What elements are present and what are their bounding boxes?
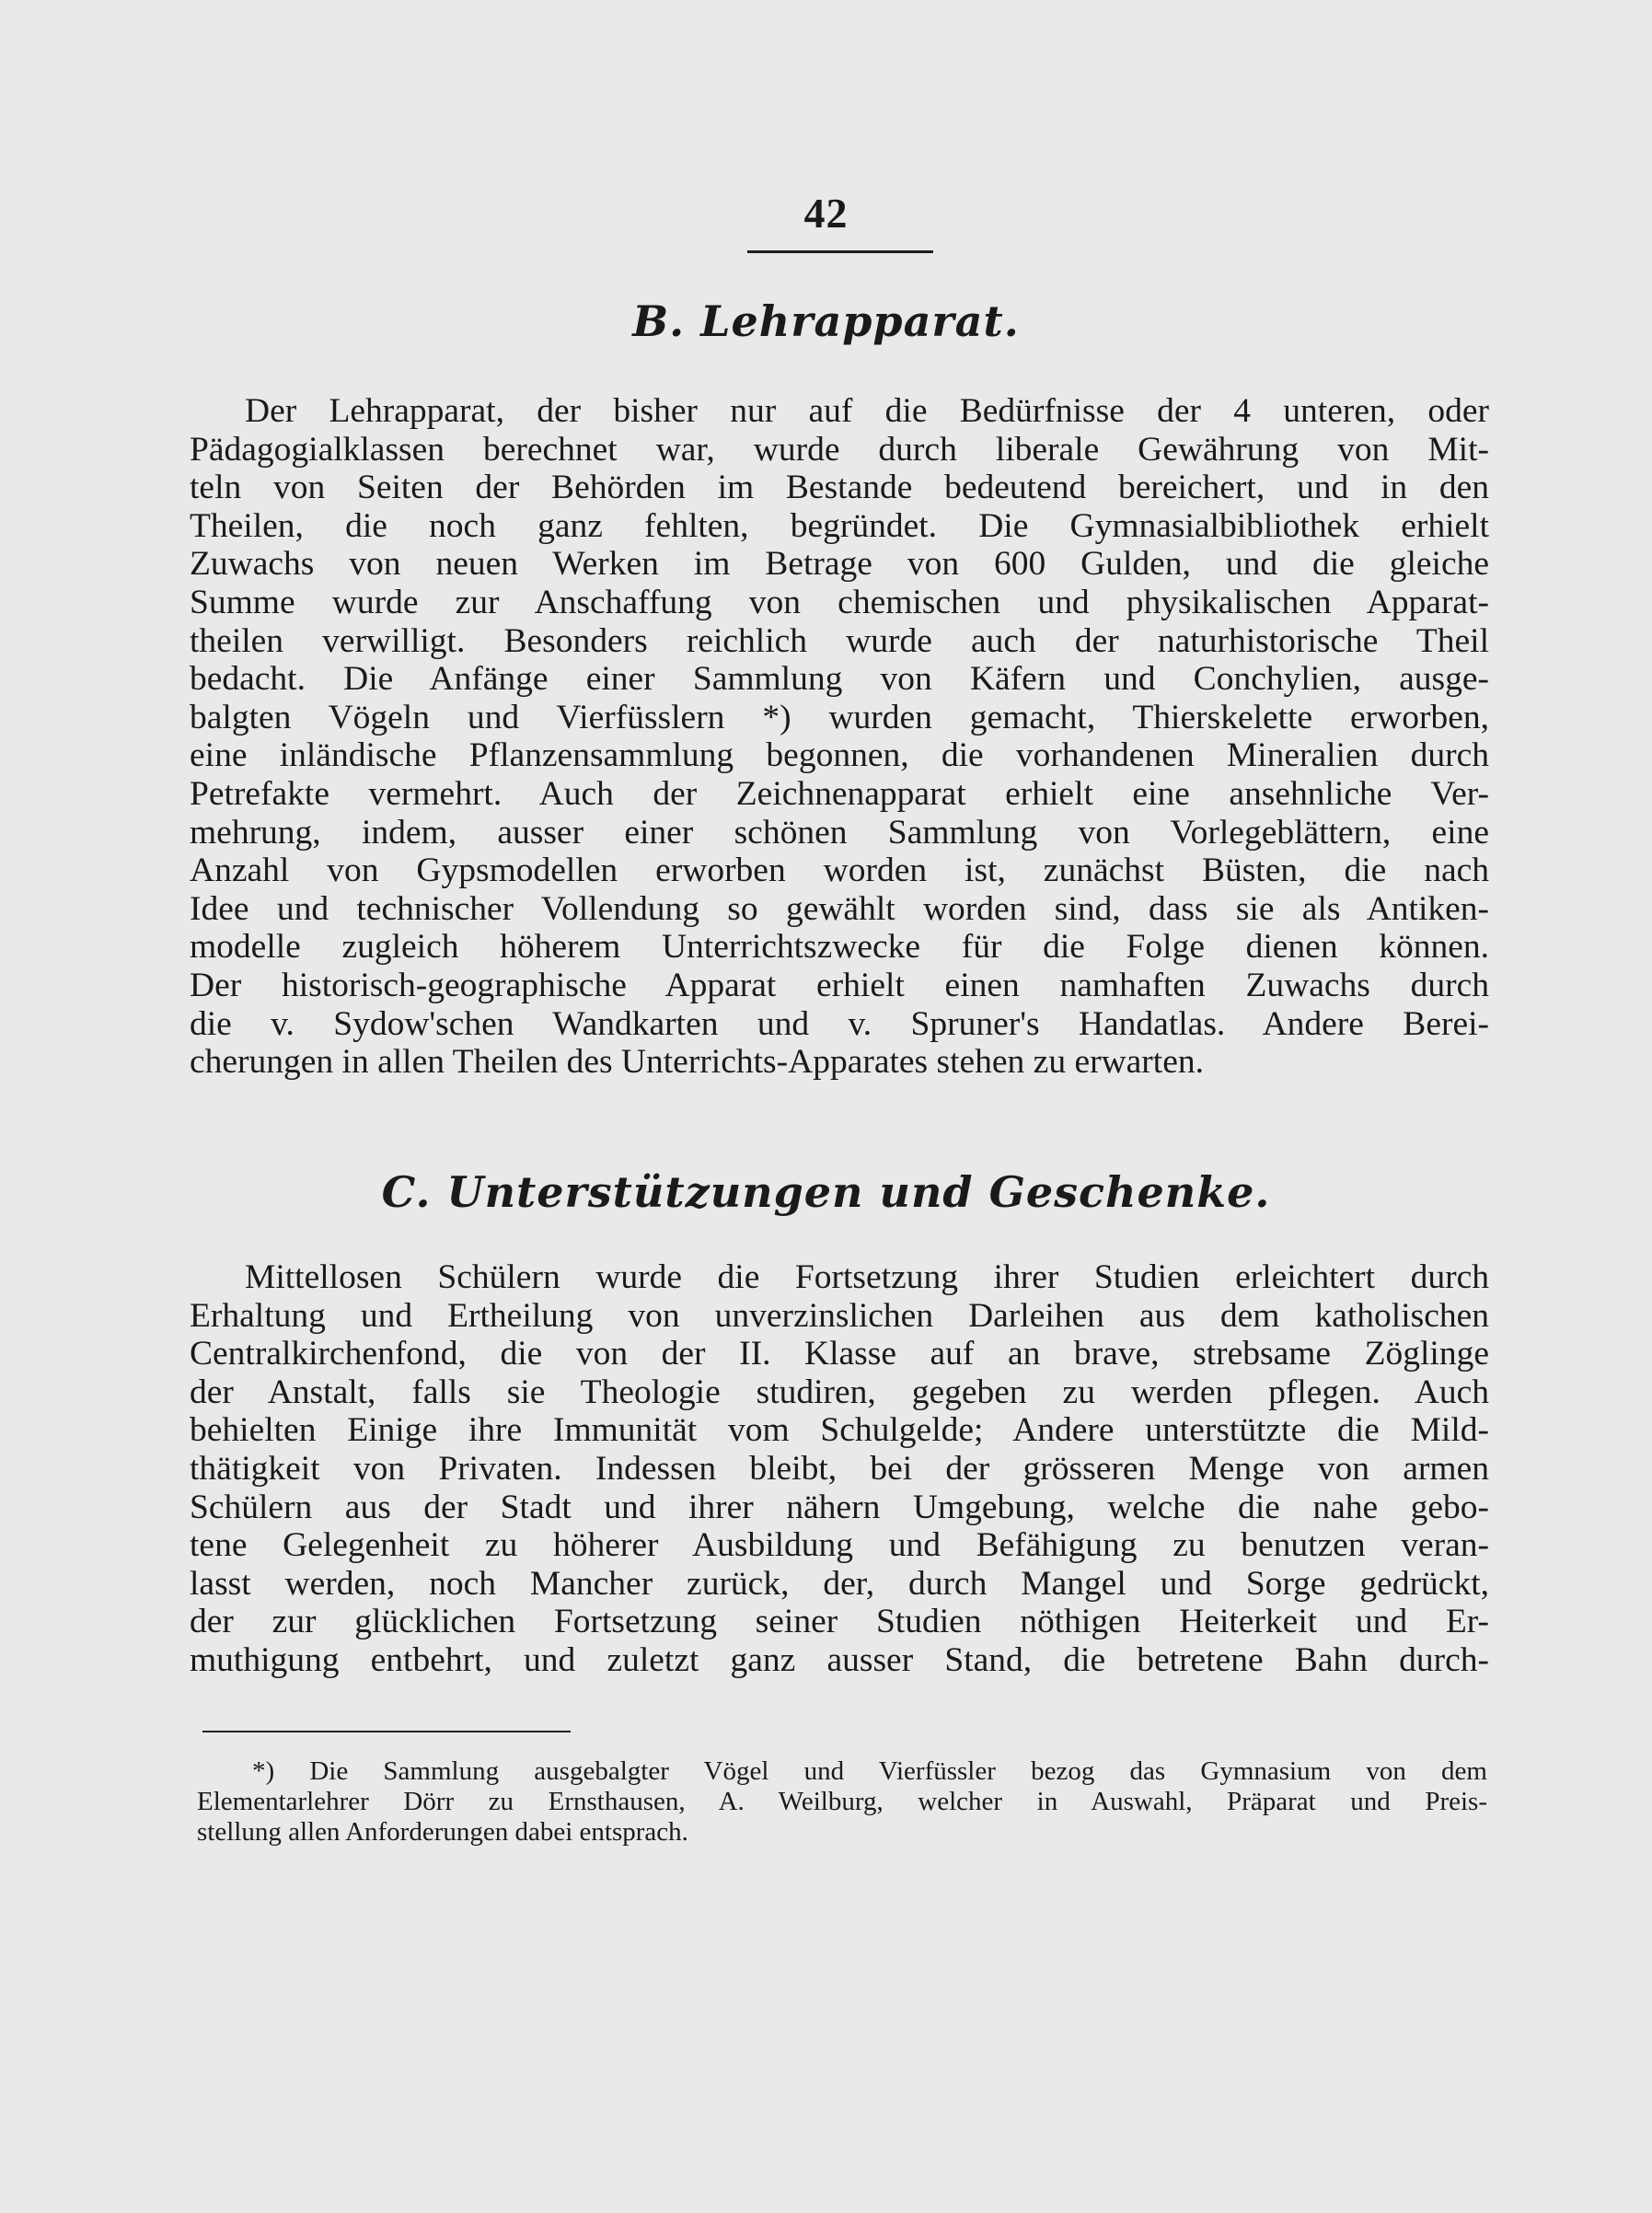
section-b-paragraph (190, 392, 1489, 1082)
paragraph-line: der zur glücklichen Fortsetzung seiner Studien nöthigen Heiterkeit und Er- (190, 1603, 1489, 1641)
paragraph-line: teln von Seiten der Behörden im Bestande bedeutend bereichert, und in den (190, 469, 1489, 507)
paragraph-line: Idee und technischer Vollendung so gewählt worden sind, dass sie als Antiken- (190, 889, 1489, 928)
paragraph-line: Anzahl von Gypsmodellen erworben worden ist, zunächst Büsten, die nach (190, 852, 1489, 890)
paragraph-line: thätigkeit von Privaten. Indessen bleibt, bei der grösseren Menge von armen (190, 1449, 1489, 1488)
paragraph-line: behielten Einige ihre Immunität vom Schulgelde; Andere unterstützte die Mild- (190, 1411, 1489, 1450)
section-c-heading: C. Unterstützungen und Geschenke. (381, 1167, 1271, 1217)
paragraph-line: Mittellosen Schülern wurde die Fortsetzung ihrer Studien erleichtert durch (245, 1258, 1489, 1296)
paragraph-line: bedacht. Die Anfänge einer Sammlung von Käfern und Conchylien, ausge- (190, 660, 1489, 699)
footnote-line: *) Die Sammlung ausgebalgter Vögel und Vierfüssler bezog das Gymnasium von dem (252, 1756, 1487, 1786)
paragraph-line: die v. Sydow'schen Wandkarten und v. Spruner's Handatlas. Andere Berei- (190, 1004, 1489, 1043)
paragraph-line: modelle zugleich höherem Unterrichtszwecke für die Folge dienen können. (190, 928, 1489, 967)
section-c-paragraph (190, 1258, 1489, 1680)
paragraph-line: Summe wurde zur Anschaffung von chemischen und physikalischen Apparat- (190, 583, 1489, 621)
paragraph-line: tene Gelegenheit zu höherer Ausbildung und Befähigung zu benutzen veran- (190, 1526, 1489, 1565)
paragraph-line: balgten Vögeln und Vierfüsslern *) wurden gemacht, Thierskelette erworben, (190, 698, 1489, 736)
paragraph-line: Der Lehrapparat, der bisher nur auf die Bedürfnisse der 4 unteren, oder (245, 392, 1489, 430)
page-number-rule (747, 250, 933, 253)
paragraph-line: lasst werden, noch Mancher zurück, der, durch Mangel und Sorge gedrückt, (190, 1564, 1489, 1603)
footnote-line: stellung allen Anforderungen dabei entsprach. (197, 1817, 688, 1847)
paragraph-line: Petrefakte vermehrt. Auch der Zeichnenapparat erhielt eine ansehnliche Ver- (190, 774, 1489, 813)
paragraph-line: mehrung, indem, ausser einer schönen Sammlung von Vorlegeblättern, eine (190, 813, 1489, 852)
footnote (197, 1756, 1487, 1848)
paragraph-line: Zuwachs von neuen Werken im Betrage von 600 Gulden, und die gleiche (190, 545, 1489, 584)
paragraph-line: Schülern aus der Stadt und ihrer nähern Umgebung, welche die nahe gebo- (190, 1488, 1489, 1526)
paragraph-line: eine inländische Pflanzensammlung begonnen, die vorhandenen Mineralien durch (190, 736, 1489, 775)
paragraph-line: der Anstalt, falls sie Theologie studiren, gegeben zu werden pflegen. Auch (190, 1373, 1489, 1411)
paragraph-line: Der historisch-geographische Apparat erhielt einen namhaften Zuwachs durch (190, 966, 1489, 1004)
paragraph-line: Erhaltung und Ertheilung von unverzinslichen Darleihen aus dem katholischen (190, 1296, 1489, 1335)
paragraph-line: muthigung entbehrt, und zuletzt ganz ausser Stand, die betretene Bahn durch- (190, 1640, 1489, 1679)
paragraph-line: Pädagogialklassen berechnet war, wurde durch liberale Gewährung von Mit- (190, 430, 1489, 469)
page-number: 42 (803, 190, 849, 237)
paragraph-line: Centralkirchenfond, die von der II. Klasse auf an brave, strebsame Zöglinge (190, 1335, 1489, 1373)
paragraph-line: Theilen, die noch ganz fehlten, begründet. Die Gymnasialbibliothek erhielt (190, 506, 1489, 545)
paragraph-line: cherungen in allen Theilen des Unterrichts-Apparates stehen zu erwarten. (190, 1043, 1204, 1082)
footnote-rule (202, 1731, 571, 1732)
footnote-line: Elementarlehrer Dörr zu Ernsthausen, A. Weilburg, welcher in Auswahl, Präparat und Preis- (197, 1787, 1487, 1816)
paragraph-line: theilen verwilligt. Besonders reichlich wurde auch der naturhistorische Theil (190, 621, 1489, 660)
section-b-heading: B. Lehrapparat. (632, 296, 1020, 346)
